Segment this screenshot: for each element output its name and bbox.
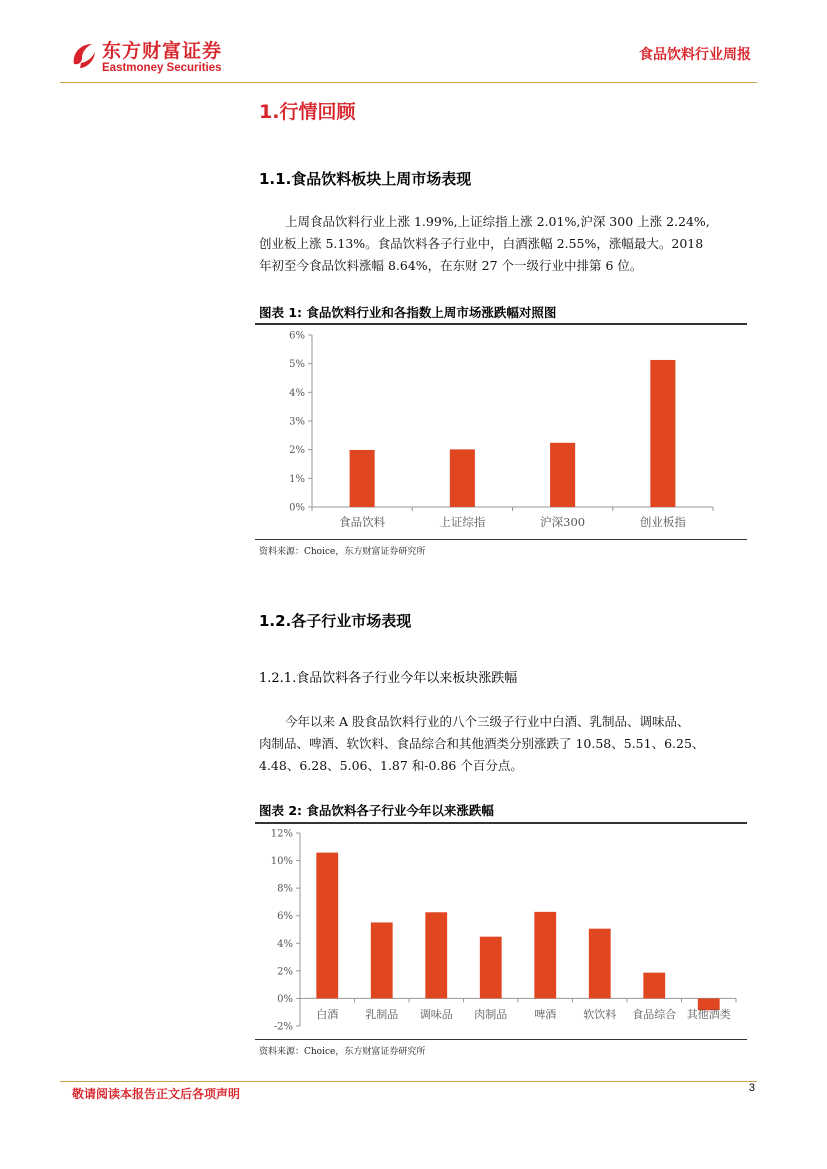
disclaimer-text: 敬请阅读本报告正文后各项声明 — [72, 1087, 241, 1101]
y-tick-label: 8% — [277, 883, 293, 895]
category-label: 白酒 — [316, 1008, 339, 1021]
subsection-heading-1-1: 1.1.食品饮料板块上周市场表现 — [259, 170, 472, 188]
bar-6 — [643, 973, 665, 999]
company-name-cn: 东方财富证券 — [102, 40, 223, 62]
category-label: 啤酒 — [534, 1008, 557, 1021]
figure-2-title: 图表 2: 食品饮料各子行业今年以来涨跌幅 — [259, 803, 494, 818]
category-label: 调味品 — [419, 1008, 453, 1021]
company-logo — [68, 36, 238, 80]
bar-2 — [425, 912, 447, 998]
paragraph-line: 今年以来 A 股食品饮料行业的八个三级子行业中白酒、乳制品、调味品、 — [285, 714, 690, 729]
y-tick-label: -2% — [273, 1021, 293, 1033]
paragraph-line: 4.48、6.28、5.06、1.87 和-0.86 个百分点。 — [259, 758, 523, 773]
bar-0 — [316, 853, 338, 999]
category-label: 食品饮料 — [339, 515, 386, 529]
category-label: 软饮料 — [583, 1008, 617, 1021]
section-heading: 1.行情回顾 — [259, 101, 356, 123]
bar-4 — [534, 912, 556, 999]
paragraph-1-1 — [259, 211, 759, 277]
figure-1-title: 图表 1: 食品饮料行业和各指数上周市场涨跌幅对照图 — [259, 305, 557, 320]
y-tick-label: 2% — [277, 966, 293, 978]
category-label: 上证综指 — [439, 515, 486, 529]
bar-5 — [589, 929, 611, 999]
y-tick-label: 0% — [277, 993, 293, 1005]
figure-2-bar-chart — [255, 824, 747, 1038]
paragraph-1-2 — [259, 711, 759, 777]
category-label: 创业板指 — [639, 515, 686, 529]
figure-2-source: 资料来源：Choice，东方财富证券研究所 — [259, 1047, 426, 1057]
y-tick-label: 10% — [270, 856, 293, 868]
figure-1-bar-chart — [255, 326, 747, 538]
bar-0 — [350, 450, 375, 507]
y-tick-label: 0% — [289, 502, 305, 514]
bar-1 — [450, 449, 475, 507]
y-tick-label: 1% — [289, 473, 305, 485]
y-tick-label: 3% — [289, 416, 305, 428]
paragraph-line: 肉制品、啤酒、软饮料、食品综合和其他酒类分别涨跌了 10.58、5.51、6.25、 — [259, 736, 705, 751]
bar-2 — [550, 443, 575, 507]
category-label: 乳制品 — [365, 1008, 399, 1021]
subsubsection-heading-1-2-1: 1.2.1.食品饮料各子行业今年以来板块涨跌幅 — [259, 671, 518, 686]
bar-3 — [480, 937, 502, 999]
paragraph-line: 年初至今食品饮料涨幅 8.64%，在东财 27 个一级行业中排第 6 位。 — [259, 258, 643, 273]
y-tick-label: 6% — [277, 911, 293, 923]
category-label: 肉制品 — [474, 1008, 508, 1021]
company-name-en: Eastmoney Securities — [102, 62, 222, 74]
y-tick-label: 4% — [277, 938, 293, 950]
page-number: 3 — [748, 1082, 755, 1094]
paragraph-line: 上周食品饮料行业上涨 1.99%,上证综指上涨 2.01%,沪深 300 上涨 2.24%, — [285, 214, 710, 229]
header-divider — [60, 82, 757, 83]
figure-2-bottom-rule — [255, 1039, 747, 1040]
bar-1 — [371, 922, 393, 998]
paragraph-line: 创业板上涨 5.13%。食品饮料各子行业中，白酒涨幅 2.55%，涨幅最大。2018 — [259, 236, 704, 251]
y-tick-label: 4% — [289, 387, 305, 399]
y-tick-label: 12% — [270, 828, 293, 840]
footer-divider — [60, 1081, 757, 1082]
figure-1-top-rule — [255, 323, 747, 325]
category-label: 食品综合 — [632, 1008, 677, 1021]
y-tick-label: 6% — [289, 330, 305, 342]
report-title: 食品饮料行业周报 — [639, 47, 751, 63]
figure-1-source: 资料来源：Choice，东方财富证券研究所 — [259, 547, 426, 557]
logo-swirl-icon — [68, 38, 102, 72]
bar-3 — [650, 360, 675, 507]
category-label: 沪深300 — [540, 515, 586, 529]
subsection-heading-1-2: 1.2.各子行业市场表现 — [259, 612, 412, 630]
figure-1-bottom-rule — [255, 539, 747, 540]
y-tick-label: 5% — [289, 359, 305, 371]
category-label: 其他酒类 — [686, 1008, 731, 1021]
y-tick-label: 2% — [289, 445, 305, 457]
